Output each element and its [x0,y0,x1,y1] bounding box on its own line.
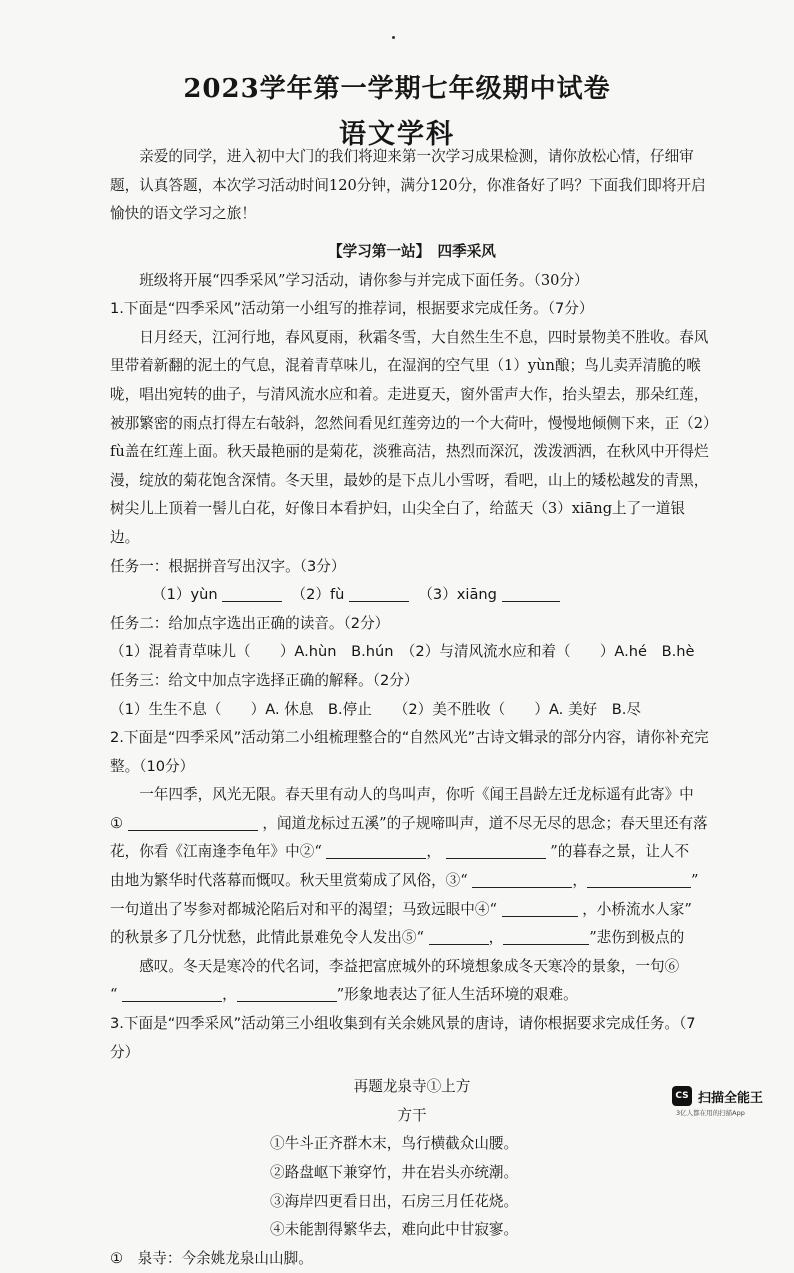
q2-blank-3a[interactable] [472,869,572,888]
q2-comma-6: ， [488,929,504,947]
question-2-stem: 2.下面是“四季采风”活动第二小组梳理整合的“自然风光”古诗文辑录的部分内容，请你补充完整。（10分） [110,729,709,775]
task1-blank-3[interactable] [502,583,560,602]
exam-title: 2023学年第一学期七年级期中试卷 [183,74,611,104]
task1-blanks [110,581,714,610]
scanner-watermark [672,1086,782,1118]
task1-label: 任务一：根据拼音写出汉字。（3分） [110,557,346,575]
task1-blank-2[interactable] [349,583,409,602]
intro-block [110,143,714,229]
q2-quote-8: “ [110,986,118,1004]
question-1-passage: 日月经天，江河行地，春风夏雨，秋霜冬雪，大自然生生不息，四时景物美不胜收。春风里带着新翻的泥土的气息，混着青草味儿，在湿润的空气里（1）yùn酿；鸟儿卖弄清脆的喉咙，唱出宛转的曲子，与清风流水应和着。走进夏天，窗外雷声大作，抬头望去，那朵红莲，被那繁密的雨点打得左右敧斜，忽然间看见红莲旁边的一个大荷叶，慢慢地倾侧下来，正（2）fù盖在红莲上面。秋天最艳丽的是菊花，淡雅高洁，热烈而深沉，泼泼洒洒，在秋风中开得烂漫，绽放的菊花饱含深情。冬天里，最妙的是下点儿小雪呀，看吧，山上的矮松越发的青黑，树尖儿上顶着一髻儿白花，好像日本看护妇，山尖全白了，给蓝天（3）xiāng上了一道银边。 [110,328,711,546]
section-title: 【学习第一站】 四季采风 [328,243,496,260]
task3-options: （1）生生不息（ ）A. 休息 B.停止 （2）美不胜收（ ）A. 美好 B.尽 [110,700,641,718]
task3-label: 任务三：给文中加点字选择正确的解释。（2分） [110,671,419,689]
q2-line-4 [110,867,714,896]
poem-title: 再题龙泉寺①上方 [353,1078,471,1096]
task2-options: （1）混着青草味儿（ ）A.hùn B.hún （2）与清风流水应和着（ ）A.hé B.hè [110,643,695,661]
scan-speck [392,36,395,39]
watermark-tagline: 3亿人都在用的扫描App [676,1109,745,1117]
q2-line-1: 一年四季，风光无限。春天里有动人的鸟叫声，你听《闻王昌龄左迁龙标遥有此寄》中 [139,786,694,804]
q2-blank-4[interactable] [502,898,578,917]
q2-quote-4: ” [690,872,699,890]
q2-text-6c: ”悲伤到极点的 [589,929,685,947]
task2-label: 任务二：给加点字选出正确的读音。（2分） [110,614,390,632]
section-one [110,238,714,1273]
q2-comma-4: ， [572,872,587,890]
q2-blank-3b[interactable] [587,869,691,888]
task1-item-3: （3）xiāng [418,586,497,604]
poem-line-1: ①牛斗正齐群木末，鸟行横截众山腰。 [270,1135,519,1153]
section-desc: 班级将开展“四季采风”学习活动，请你参与并完成下面任务。（30分） [139,271,589,289]
poem-author: 方干 [397,1106,427,1124]
poem-footnote: ① 泉寺：今余姚龙泉山山脚。 [110,1249,313,1267]
q2-line-7: 感叹。冬天是寒冷的代名词，李益把富庶城外的环境想象成冬天寒冷的景象，一句⑥ [139,957,680,975]
task1-item-1: （1）yùn [152,586,218,604]
subject-title: 语文学科 [339,119,455,150]
q2-blank-5a[interactable] [429,926,489,945]
q2-line-6 [110,924,714,953]
task1-blank-1[interactable] [222,583,282,602]
q2-line-5 [110,896,714,925]
poem-line-4: ④未能割得繁华去，难向此中甘寂寥。 [270,1221,519,1239]
q2-blank-6b[interactable] [237,983,337,1002]
q2-text-3b: ”的暮春之景，让人不 [550,843,690,861]
task1-item-2: （2）fù [291,586,345,604]
q2-blank-1[interactable] [128,812,258,831]
q2-text-5: 一句道出了岑参对都城沦陷后对和平的渴望；马致远眼中④“ [110,900,497,918]
q2-line-2 [110,810,714,839]
q2-marker-1: ① [110,814,124,832]
question-3-stem: 3.下面是“四季采风”活动第三小组收集到有关余姚风景的唐诗，请你根据要求完成任务。（7分） [110,1015,696,1061]
q2-text-6: 的秋景多了几分忧愁，此情此景难免令人发出⑤“ [110,929,424,947]
question-1-stem: 1.下面是“四季采风”活动第一小组写的推荐词，根据要求完成任务。（7分） [110,300,594,318]
cs-logo-icon: CS [672,1086,692,1106]
poem-line-3: ③海岸四更看日出，石房三月任花烧。 [270,1192,519,1210]
q2-comma-8: ， [222,986,237,1004]
q2-line-3: 花，你看《江南逢李龟年》中②“ ， ”的暮春之景，让人不 [110,838,714,867]
q2-blank-2a[interactable] [326,840,426,859]
q2-blank-5b[interactable] [503,926,589,945]
q2-blank-6a[interactable] [122,983,222,1002]
q2-blank-2b[interactable] [446,840,546,859]
q2-line-8 [110,981,714,1010]
q2-text-5b: ，小桥流水人家” [582,900,692,918]
q2-text-8c: ”形象地表达了征人生活环境的艰难。 [336,986,578,1004]
intro-text: 亲爱的同学，进入初中大门的我们将迎来第一次学习成果检测，请你放松心情，仔细审题，认真答题，本次学习活动时间120分钟，满分120分，你准备好了吗？下面我们即将开启愉快的语文学习之旅！ [110,148,706,223]
q2-text-3: 花，你看《江南逢李龟年》中②“ [110,843,322,861]
watermark-name: 扫描全能王 [698,1091,764,1106]
poem-line-2: ②路盘岖下兼穿竹，井在岩头亦统潮。 [270,1164,519,1181]
q2-text-2: ，闻道龙标过五溪”的子规啼叫声，道不尽无尽的思念；春天里还有落 [262,814,708,832]
q2-text-4: 由地为繁华时代落幕而慨叹。秋天里赏菊成了风俗，③“ [110,872,468,890]
